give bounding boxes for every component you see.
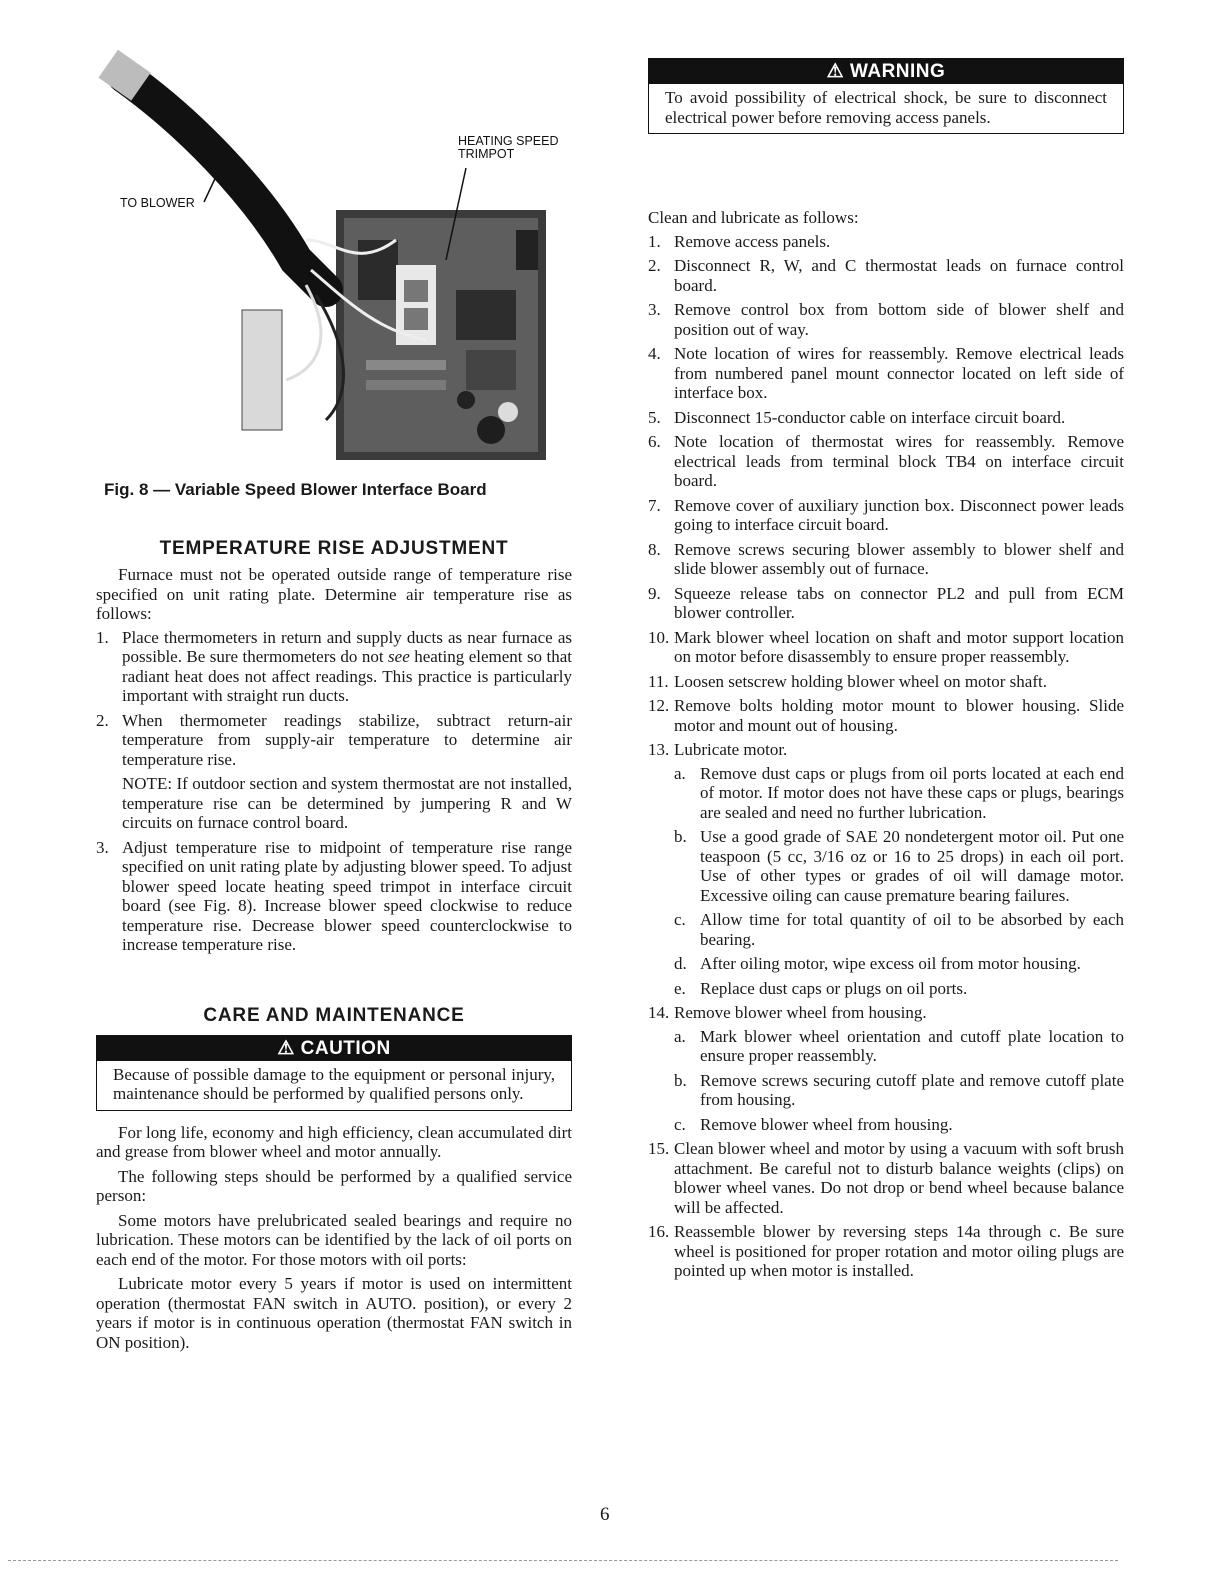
list-item: 4. Note location of wires for reassembly. Remove electrical leads from numbered panel mount connector located on left side of interface box. (648, 344, 1124, 402)
list-item: 1. Place thermometers in return and supply ducts as near furnace as possible. Be sure thermometers do not see heating element so that radiant heat does not affect readings. This practice is particularly important with straight run ducts. (96, 627, 572, 705)
list-item: 15. Clean blower wheel and motor by using a vacuum with soft brush attachment. Be careful not to disturb balance weights (clips) on blower wheel vanes. Do not drop or bend wheel because balance will be affected. (648, 1139, 1124, 1217)
heating-speed-label-line2: TRIMPOT (458, 147, 515, 161)
care-para-1: For long life, economy and high efficiency, clean accumulated dirt and grease from blower wheel and motor annually. (96, 1122, 572, 1161)
care-maintenance-heading: CARE AND MAINTENANCE (203, 1004, 465, 1026)
note: NOTE: If outdoor section and system thermostat are not installed, temperature rise can be determined by jumpering R and W circuits on furnace control board. (122, 774, 572, 832)
sub-list-item: e. Replace dust caps or plugs on oil ports. (674, 978, 968, 998)
panel-connector (242, 310, 282, 430)
temperature-rise-intro: Furnace must not be operated outside range of temperature rise specified on unit rating plate. Determine air temperature rise as follows: (96, 565, 572, 623)
temperature-rise-steps (96, 628, 572, 955)
sub-list-item: d. After oiling motor, wipe excess oil from motor housing. (674, 954, 1081, 973)
list-item: 8. Remove screws securing blower assembly to blower shelf and slide blower assembly out of furnace. (648, 539, 1124, 578)
sub-steps (674, 1027, 1124, 1135)
left-column (96, 40, 572, 1352)
list-item: 2. When thermometer readings stabilize, subtract return-air temperature from supply-air temperature to determine air temperature rise. NOTE: If outdoor section and system thermostat are not installed, temperature rise can be determined by jumpering R and W circuits on furnace control board. (96, 710, 572, 832)
warning-text: To avoid possibility of electrical shock, be sure to disconnect electrical power before removing access panels. (665, 88, 1107, 127)
sub-list-item: a. Mark blower wheel orientation and cutoff plate location to ensure proper reassembly. (674, 1026, 1124, 1065)
circuit-board (336, 210, 546, 460)
list-item: 3. Remove control box from bottom side of blower shelf and position out of way. (648, 300, 1124, 339)
list-item: 14. Remove blower wheel from housing. a. Mark blower wheel orientation and cutoff plate location to ensure proper reassembly. b. Remove screws securing cutoff plate and remove cutoff plate from housing. c. Remove blower wheel from housing. (648, 1003, 1124, 1134)
temperature-rise-heading: TEMPERATURE RISE ADJUSTMENT (159, 538, 509, 559)
interface-board-photo (96, 40, 572, 470)
to-blower-label: TO BLOWER (120, 196, 195, 210)
list-item: 5. Disconnect 15-conductor cable on interface circuit board. (648, 407, 1066, 427)
sub-steps (674, 764, 1124, 999)
bottom-rule (8, 1560, 1118, 1562)
sub-list-item: b. Use a good grade of SAE 20 nondetergent motor oil. Put one teaspoon (5 cc, 3/16 oz or 16 to 25 drops) in each oil port. Use of other types or grades of oil will damage motor. Excessive oiling can cause premature bearing failures. (674, 827, 1124, 905)
page-number: 6 (600, 1504, 610, 1525)
sub-list-item: c. Allow time for total quantity of oil to be absorbed by each bearing. (674, 910, 1124, 949)
list-item: 6. Note location of thermostat wires for reassembly. Remove electrical leads from terminal block TB4 on interface circuit board. (648, 432, 1124, 490)
clean-intro: Clean and lubricate as follows: (648, 208, 859, 227)
list-item: 11. Loosen setscrew holding blower wheel on motor shaft. (648, 671, 1047, 691)
clean-steps (648, 232, 1124, 1281)
sub-list-item: b. Remove screws securing cutoff plate and remove cutoff plate from housing. (674, 1070, 1124, 1109)
list-item: 9. Squeeze release tabs on connector PL2 and pull from ECM blower controller. (648, 583, 1124, 622)
blower-cable (124, 76, 326, 290)
caution-title: ⚠ CAUTION (97, 1036, 571, 1061)
list-item: 16. Reassemble blower by reversing steps 14a through c. Be sure wheel is positioned for proper rotation and motor oiling plugs are pointed up when motor is installed. (648, 1222, 1124, 1280)
warning-box (648, 58, 1124, 134)
list-item: 12. Remove bolts holding motor mount to blower housing. Slide motor and mount out of housing. (648, 696, 1124, 735)
list-item: 13. Lubricate motor. a. Remove dust caps or plugs from oil ports located at each end of motor. If motor does not have these caps or plugs, bearings are sealed and need no further lubrication. b. Use a good grade of SAE 20 nondetergent motor oil. Put one teaspoon (5 cc, 3/16 oz or 16 to 25 drops) in each oil port. Use of other types or grades of oil will damage motor. Excessive oiling can cause premature bearing failures. c. Allow time for total quantity of oil to be absorbed by each bearing. d. After oiling motor, wipe excess oil from motor housing. e. Replace dust caps or plugs on oil ports. (648, 740, 1124, 998)
care-para-3: Some motors have prelubricated sealed bearings and require no lubrication. These motors can be identified by the lack of oil ports on each end of the motor. For those motors with oil ports: (96, 1210, 572, 1269)
list-item: 3. Adjust temperature rise to midpoint of temperature rise range specified on unit rating plate by adjusting blower speed. To adjust blower speed locate heating speed trimpot in interface circuit board (see Fig. 8). Increase blower speed clockwise to reduce temperature rise. Decrease blower speed counterclockwise to increase temperature rise. (96, 837, 572, 954)
care-para-2: The following steps should be performed by a qualified service person: (96, 1166, 572, 1205)
right-column (648, 58, 1124, 1286)
warning-title: ⚠ WARNING (649, 59, 1123, 84)
caution-text: Because of possible damage to the equipment or personal injury, maintenance should be performed by qualified persons only. (113, 1064, 555, 1103)
care-para-4: Lubricate motor every 5 years if motor is used on intermittent operation (thermostat FAN switch in AUTO. position), or every 2 years if motor is in continuous operation (thermostat FAN switch in ON position). (96, 1274, 572, 1352)
list-item: 1. Remove access panels. (648, 231, 831, 251)
caution-box (96, 1035, 572, 1111)
list-item: 2. Disconnect R, W, and C thermostat leads on furnace control board. (648, 256, 1124, 295)
list-item: 7. Remove cover of auxiliary junction box. Disconnect power leads going to interface circuit board. (648, 495, 1124, 534)
heating-speed-label-line1: HEATING SPEED (458, 134, 559, 148)
figure-8 (96, 40, 572, 470)
sub-list-item: a. Remove dust caps or plugs from oil ports located at each end of motor. If motor does not have these caps or plugs, bearings are sealed and need no further lubrication. (674, 763, 1124, 822)
list-item: 10. Mark blower wheel location on shaft and motor support location on motor before disassembly to ensure proper reassembly. (648, 627, 1124, 666)
figure-caption: Fig. 8 — Variable Speed Blower Interface Board (104, 480, 487, 499)
sub-list-item: c. Remove blower wheel from housing. (674, 1114, 953, 1134)
